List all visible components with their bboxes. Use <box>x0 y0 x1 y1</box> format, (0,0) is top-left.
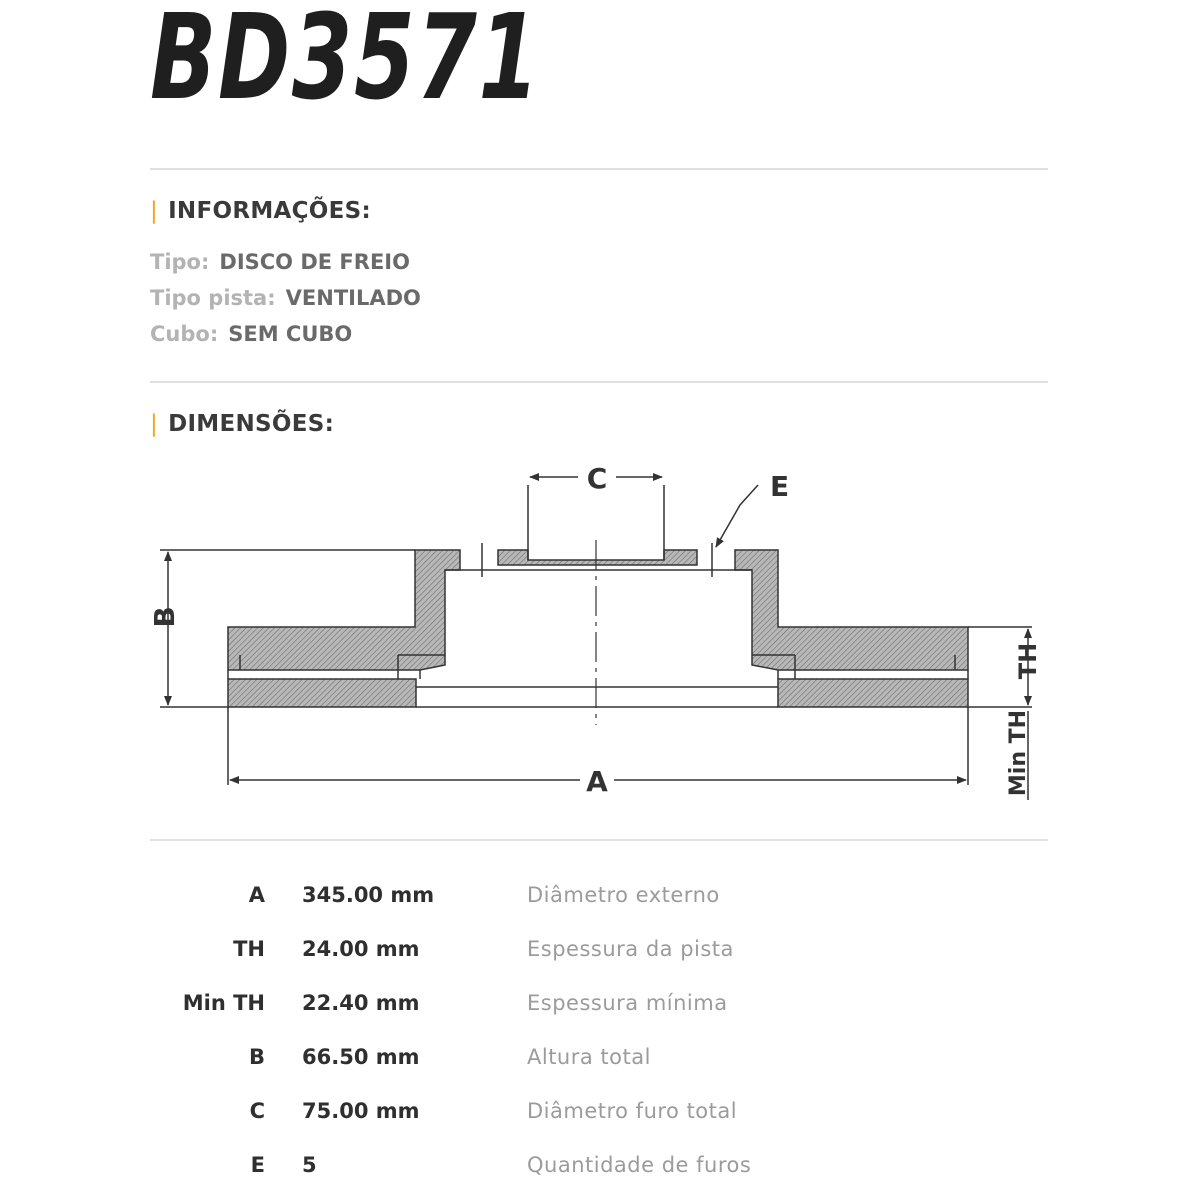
spec-row <box>0 1153 1200 1193</box>
spec-value: 75.00 mm <box>302 1099 420 1123</box>
part-code-title: BD3571 <box>150 0 541 126</box>
spec-value: 345.00 mm <box>302 883 435 907</box>
dimension-minth-label: Min TH <box>1006 709 1031 797</box>
info-row-tipo <box>150 250 410 274</box>
divider-middle <box>150 381 1048 383</box>
spec-value: 22.40 mm <box>302 991 420 1015</box>
dimension-a-label: A <box>586 765 608 798</box>
dimensions-section-title <box>150 411 334 437</box>
spec-row <box>0 937 1200 977</box>
info-label: Tipo pista: <box>150 286 276 310</box>
brake-disc-diagram <box>0 455 1200 825</box>
divider-top <box>150 168 1048 170</box>
spec-description: Espessura da pista <box>527 937 734 961</box>
spec-code: E <box>250 1153 265 1177</box>
disc-lower-plate-right <box>778 679 968 707</box>
spec-value: 24.00 mm <box>302 937 420 961</box>
accent-bar: | <box>150 198 159 224</box>
info-section-title <box>150 198 371 224</box>
spec-value: 5 <box>302 1153 317 1177</box>
spec-description: Diâmetro furo total <box>527 1099 738 1123</box>
spec-code: TH <box>233 937 265 961</box>
info-row-tipo-pista <box>150 286 421 310</box>
spec-row <box>0 991 1200 1031</box>
spec-code: A <box>248 883 265 907</box>
disc-lower-plate-left <box>228 679 416 707</box>
info-value: VENTILADO <box>285 286 421 310</box>
dimension-b-label: B <box>148 606 181 628</box>
spec-code: B <box>248 1045 265 1069</box>
dimension-e-leader <box>716 485 758 547</box>
info-value: DISCO DE FREIO <box>219 250 410 274</box>
info-label: Tipo: <box>150 250 210 274</box>
dimension-th-label: TH <box>1014 642 1042 680</box>
spec-description: Diâmetro externo <box>527 883 720 907</box>
spec-description: Quantidade de furos <box>527 1153 752 1177</box>
spec-value: 66.50 mm <box>302 1045 420 1069</box>
spec-code: C <box>249 1099 265 1123</box>
spec-description: Espessura mínima <box>527 991 728 1015</box>
spec-description: Altura total <box>527 1045 651 1069</box>
accent-bar: | <box>150 411 159 437</box>
spec-row <box>0 1045 1200 1085</box>
spec-row <box>0 1099 1200 1139</box>
disc-hat-section <box>228 550 460 670</box>
spec-code: Min TH <box>182 991 265 1015</box>
info-row-cubo <box>150 322 352 346</box>
info-value: SEM CUBO <box>228 322 353 346</box>
dimensions-title-text: DIMENSÕES: <box>168 411 335 437</box>
dimension-e-label: E <box>770 470 790 503</box>
dimension-c-label: C <box>586 462 608 495</box>
disc-hat-section-right <box>735 550 968 670</box>
divider-bottom <box>150 839 1048 841</box>
info-title-text: INFORMAÇÕES: <box>168 198 372 224</box>
info-label: Cubo: <box>150 322 219 346</box>
spec-row <box>0 883 1200 923</box>
